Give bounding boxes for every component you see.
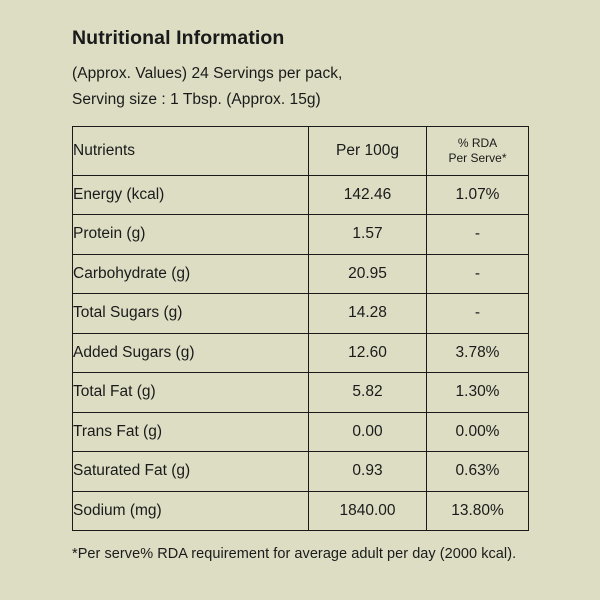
footnote-text: *Per serve% RDA requirement for average adult per day (2000 kcal). [72, 546, 517, 563]
table-row [73, 215, 529, 255]
nutrient-name: Total Fat (g) [73, 373, 309, 413]
nutrient-per-100g: 12.60 [309, 333, 427, 373]
nutrient-rda: 1.07% [427, 175, 529, 215]
nutrient-per-100g: 142.46 [309, 175, 427, 215]
table-row [73, 333, 529, 373]
table-header-row [73, 126, 529, 175]
table-row [73, 373, 529, 413]
nutrient-name: Trans Fat (g) [73, 412, 309, 452]
nutrient-per-100g: 1840.00 [309, 491, 427, 531]
column-header-rda-line2: Per Serve* [448, 150, 507, 165]
serving-size-text: Serving size : 1 Tbsp. (Approx. 15g) [72, 90, 321, 108]
table-row [73, 294, 529, 334]
table-row [73, 452, 529, 492]
nutrient-name: Carbohydrate (g) [73, 254, 309, 294]
column-header-rda-line1: % RDA [457, 135, 498, 150]
table-row [73, 491, 529, 531]
nutrient-per-100g: 20.95 [309, 254, 427, 294]
column-header-per-100g: Per 100g [309, 126, 427, 175]
nutrient-per-100g: 1.57 [309, 215, 427, 255]
table-row [73, 175, 529, 215]
nutrient-rda: 1.30% [427, 373, 529, 413]
column-header-rda [427, 126, 529, 175]
nutrient-name: Saturated Fat (g) [73, 452, 309, 492]
nutrient-rda: - [427, 294, 529, 334]
page-title: Nutritional Information [72, 27, 285, 49]
nutrient-name: Total Sugars (g) [73, 294, 309, 334]
nutrient-rda: - [427, 254, 529, 294]
column-header-nutrients: Nutrients [73, 126, 309, 175]
nutrient-per-100g: 5.82 [309, 373, 427, 413]
nutrient-rda: 0.00% [427, 412, 529, 452]
nutrient-name: Sodium (mg) [73, 491, 309, 531]
nutrition-table [72, 126, 529, 532]
nutrition-label [72, 28, 528, 577]
table-row [73, 254, 529, 294]
nutrient-rda: 0.63% [427, 452, 529, 492]
nutrient-name: Energy (kcal) [73, 175, 309, 215]
nutrient-rda: 13.80% [427, 491, 529, 531]
nutrient-rda: 3.78% [427, 333, 529, 373]
table-row [73, 412, 529, 452]
servings-per-pack-text: (Approx. Values) 24 Servings per pack, [72, 65, 343, 83]
nutrient-per-100g: 14.28 [309, 294, 427, 334]
nutrient-rda: - [427, 215, 529, 255]
nutrient-name: Added Sugars (g) [73, 333, 309, 373]
nutrient-name: Protein (g) [73, 215, 309, 255]
nutrient-per-100g: 0.00 [309, 412, 427, 452]
nutrient-per-100g: 0.93 [309, 452, 427, 492]
table-body [73, 175, 529, 531]
